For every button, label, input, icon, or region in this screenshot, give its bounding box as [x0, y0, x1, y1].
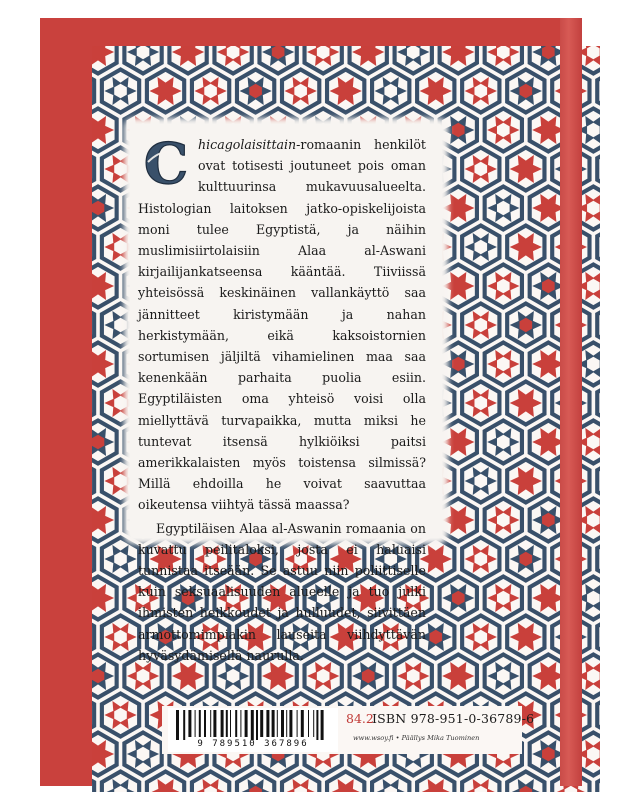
hexagon-tile — [460, 379, 501, 427]
hexagon-tile — [212, 46, 253, 76]
hexagon-tile — [438, 574, 479, 622]
hexagon-tile — [438, 46, 479, 76]
hexagon-tile — [92, 106, 119, 154]
barcode-bar — [281, 710, 284, 737]
barcode-number: 9 789510 367896 — [197, 739, 309, 749]
barcode-bar — [316, 710, 318, 740]
hexagon-tile — [92, 574, 119, 622]
barcode-bar — [188, 710, 191, 737]
hexagon-tile — [92, 730, 119, 778]
class-number: 84.2 — [346, 711, 374, 726]
barcode-bar — [195, 710, 196, 737]
barcode-bar — [272, 710, 275, 737]
hexagon-tile — [460, 223, 501, 271]
hexagon-tile — [235, 67, 276, 115]
book-spine-edge — [560, 18, 582, 786]
hexagon-tile — [483, 340, 524, 388]
hexagon-tile — [415, 67, 456, 115]
hexagon-tile — [505, 457, 546, 505]
book-title-word: hicagolaisittain — [198, 137, 297, 152]
barcode-bar — [301, 710, 304, 737]
barcode-bar — [226, 710, 228, 737]
hexagon-tile — [483, 574, 524, 622]
barcode-bar — [313, 710, 314, 737]
barcode-bar — [251, 710, 254, 740]
hexagon-tile — [483, 652, 524, 700]
barcode-bars — [170, 710, 336, 740]
barcode-bar — [176, 710, 179, 740]
barcode-bar — [240, 710, 241, 737]
hexagon-tile — [438, 496, 479, 544]
hexagon-tile — [438, 184, 479, 232]
hexagon-tile — [438, 262, 479, 310]
publisher-credits: www.wsoy.fi • Päällys Mika Tuominen — [353, 734, 480, 742]
svg-text:C: C — [143, 138, 189, 190]
blurb-paragraph-1 — [138, 134, 426, 516]
paragraph-1-body: -romaanin henkilöt ovat totisesti joutuneet pois oman kulttuurinsa mukavuusalueelta. Histologian laitoksen jatko-opiskelijoista moni tulee Egyptistä, ja näihin muslimisiirtolaisiin Alaa al-Aswani kirjailijankatseensa kääntää. Tiiviissä yhteisössä keskinäinen vallankäyttö saa jännitteet kiristymään ja nahan herkistymään, eikä kaksoistornien sortumisen jäljiltä vihamielinen maa saa kenenkään parhaita puolia esiin. Egyptiläisten oma yhteisö voisi olla miellyttävä turvapaikka, mutta miksi he tuntevat itsensä hylkiöiksi paitsi amerikkalaisten myös toistensa silmissä? Millä ehdoilla he voivat saavuttaa oikeutensa viihtyä tässä maassa? — [138, 137, 426, 513]
hexagon-tile — [483, 418, 524, 466]
barcode-bar — [289, 710, 292, 737]
hexagon-tile — [460, 301, 501, 349]
hexagon-tile — [122, 730, 163, 778]
dropcap-letter-c — [140, 138, 192, 190]
hexagon-tile — [505, 223, 546, 271]
barcode-bar — [235, 710, 237, 737]
hexagon-tile — [438, 340, 479, 388]
barcode-bar — [266, 710, 269, 737]
hexagon-tile — [347, 46, 388, 76]
hexagon-tile — [92, 184, 119, 232]
barcode-bar — [321, 710, 324, 740]
hexagon-tile — [257, 46, 298, 76]
hexagon-tile — [92, 496, 119, 544]
hexagon-tile — [92, 262, 119, 310]
barcode-bar — [183, 710, 185, 740]
hexagon-tile — [122, 46, 163, 76]
blurb-paragraph-2: Egyptiläisen Alaa al-Aswanin romaania on kuvattu peilitaloksi, josta ei haluaisi tunnistaa itseään. Se astuu niin poliittiselle kuin seksuaalisuuden alueelle ja tuo julki ihmisten heikkoudet ja hulluudet, siivittäen armottomimpiakin lauseita viihdyttävän hyväsydämisellä naurulla. — [138, 520, 426, 663]
barcode-bar — [199, 710, 201, 737]
hexagon-tile — [100, 535, 141, 583]
hexagon-tile — [167, 46, 208, 76]
hexagon-tile — [505, 301, 546, 349]
hexagon-tile — [438, 652, 479, 700]
hexagon-tile — [505, 379, 546, 427]
hexagon-tile — [370, 67, 411, 115]
hexagon-tile — [505, 67, 546, 115]
hexagon-tile — [92, 652, 119, 700]
barcode-bar — [213, 710, 216, 737]
hexagon-tile — [92, 418, 119, 466]
hexagon-tile — [302, 46, 343, 76]
hexagon-tile — [280, 67, 321, 115]
hexagon-tile — [505, 145, 546, 193]
hexagon-tile — [483, 106, 524, 154]
hexagon-tile — [460, 535, 501, 583]
hexagon-tile — [460, 145, 501, 193]
barcode-bar — [308, 710, 309, 737]
hexagon-tile — [100, 67, 141, 115]
hexagon-tile — [100, 691, 141, 739]
barcode-bar — [221, 710, 224, 737]
hexagon-tile — [460, 67, 501, 115]
hexagon-tile — [190, 67, 231, 115]
barcode-bar — [204, 710, 206, 737]
hexagon-tile — [460, 613, 501, 661]
hexagon-tile — [393, 46, 434, 76]
hexagon-tile — [483, 184, 524, 232]
hexagon-tile — [438, 418, 479, 466]
hexagon-tile — [92, 340, 119, 388]
barcode-bar — [277, 710, 278, 737]
barcode-bar — [256, 710, 258, 740]
hexagon-tile — [460, 457, 501, 505]
isbn-number: ISBN 978-951-0-36789-6 — [372, 711, 535, 726]
blurb-text-panel — [130, 124, 442, 663]
barcode-bar — [286, 710, 287, 737]
hexagon-tile — [483, 496, 524, 544]
barcode-bar — [210, 710, 211, 737]
barcode-bar — [230, 710, 231, 737]
hexagon-tile — [483, 46, 524, 76]
barcode-bar — [297, 710, 298, 737]
hexagon-tile — [325, 67, 366, 115]
hexagon-tile — [438, 106, 479, 154]
hexagon-tile — [505, 535, 546, 583]
hexagon-tile — [483, 262, 524, 310]
barcode-bar — [260, 710, 263, 737]
barcode-bar — [245, 710, 248, 737]
barcode — [168, 708, 338, 752]
hexagon-tile — [100, 613, 141, 661]
hexagon-tile — [505, 613, 546, 661]
hexagon-tile — [145, 67, 186, 115]
